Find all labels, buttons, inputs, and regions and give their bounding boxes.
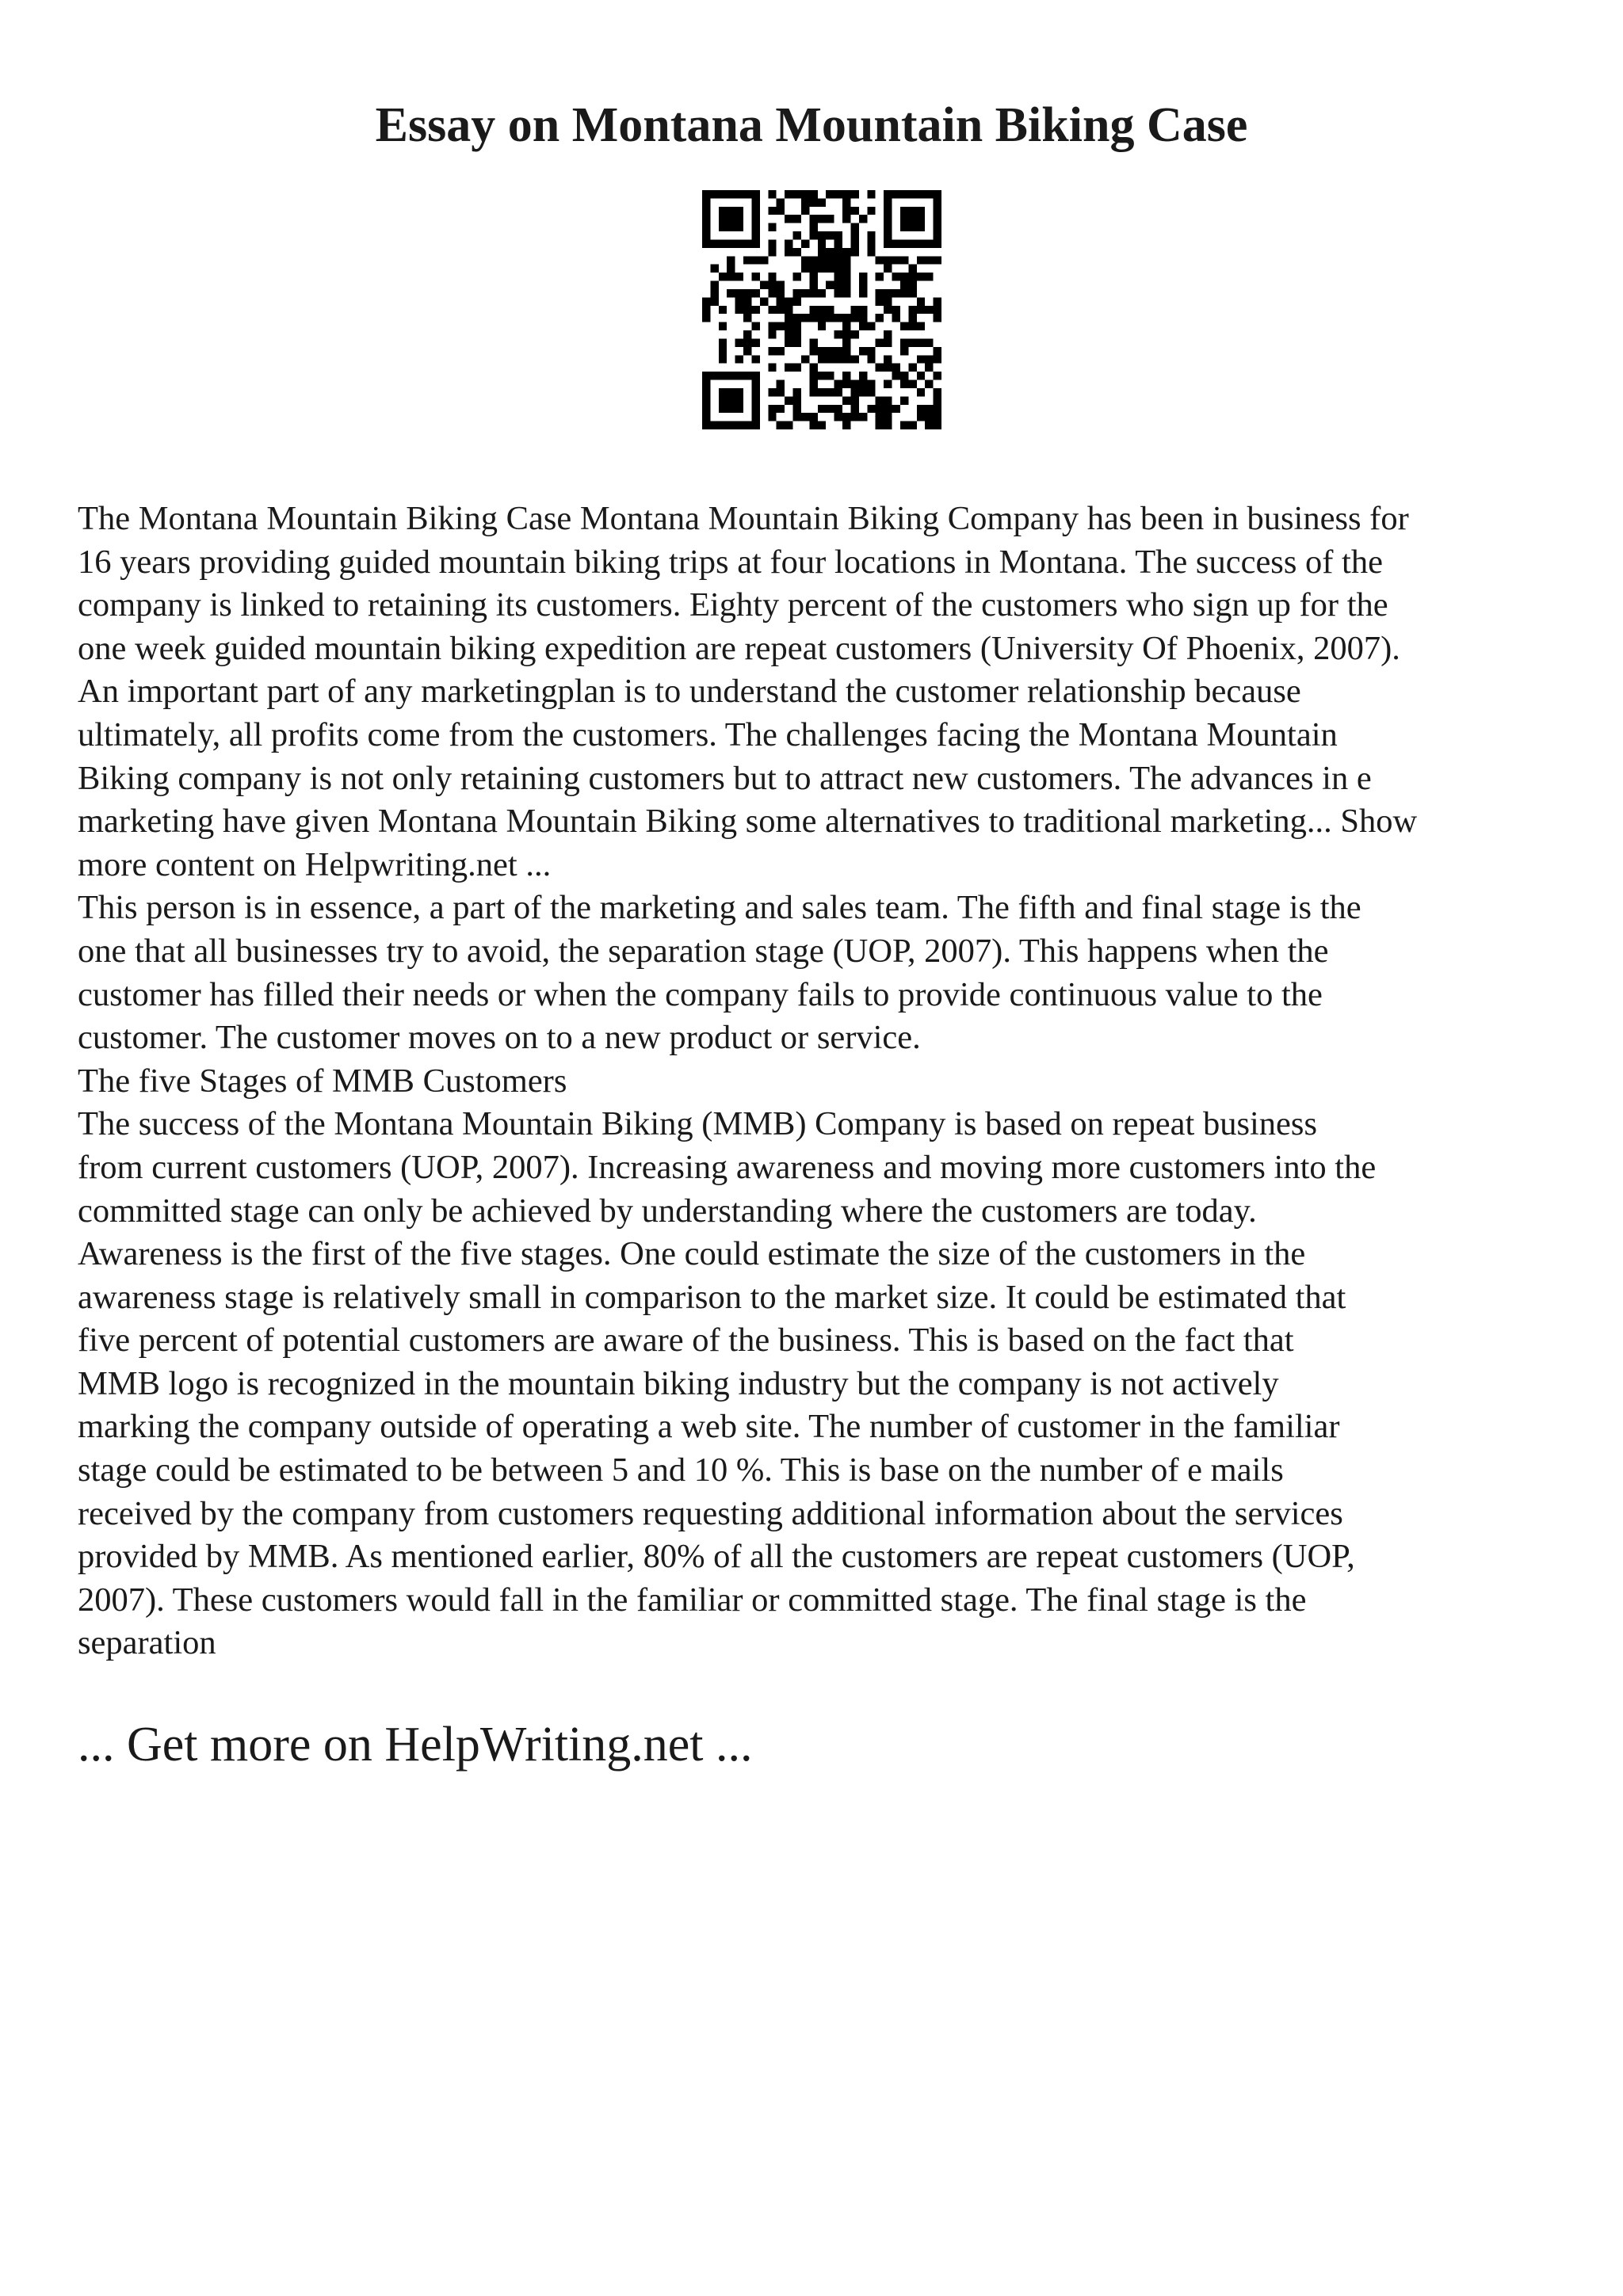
text-line: committed stage can only be achieved by understanding where the customers are today. bbox=[78, 1192, 1257, 1230]
text-line: awareness stage is relatively small in comparison to the market size. It could be estimated that bbox=[78, 1278, 1346, 1316]
text-line: Biking company is not only retaining customers but to attract new customers. The advances in e bbox=[78, 759, 1372, 797]
text-line: received by the company from customers requesting additional information about the services bbox=[78, 1494, 1343, 1532]
text-line: This person is in essence, a part of the marketing and sales team. The fifth and final stage is the bbox=[78, 889, 1361, 927]
text-line: stage could be estimated to be between 5 and 10 %. This is base on the number of e mails bbox=[78, 1451, 1284, 1489]
text-line: 2007). These customers would fall in the familiar or committed stage. The final stage is the bbox=[78, 1581, 1307, 1619]
paragraph-separation bbox=[78, 887, 1568, 1059]
text-line: 16 years providing guided mountain biking trips at four locations in Montana. The success of the bbox=[78, 543, 1383, 581]
text-line: customer has filled their needs or when the company fails to provide continuous value to the bbox=[78, 975, 1323, 1013]
section-heading bbox=[78, 1060, 1568, 1104]
qr-code-icon bbox=[702, 190, 941, 429]
get-more-link[interactable]: ... Get more on HelpWriting.net ... bbox=[78, 1718, 753, 1772]
text-line: An important part of any marketingplan is to understand the customer relationship because bbox=[78, 673, 1301, 711]
paragraph-intro bbox=[78, 498, 1568, 887]
text-line: The five Stages of MMB Customers bbox=[78, 1062, 567, 1100]
text-line: five percent of potential customers are aware of the business. This is based on the fact that bbox=[78, 1322, 1294, 1360]
text-line: separation bbox=[78, 1624, 216, 1662]
text-line: company is linked to retaining its customers. Eighty percent of the customers who sign up for the bbox=[78, 586, 1388, 624]
text-line: more content on Helpwriting.net ... bbox=[78, 845, 552, 883]
text-line: MMB logo is recognized in the mountain biking industry but the company is not actively bbox=[78, 1364, 1279, 1402]
paragraph-stages bbox=[78, 1103, 1568, 1665]
essay-body bbox=[78, 498, 1568, 1665]
text-line: Awareness is the first of the five stages. One could estimate the size of the customers in the bbox=[78, 1235, 1306, 1273]
text-line: The Montana Mountain Biking Case Montana Mountain Biking Company has been in business for bbox=[78, 500, 1409, 537]
text-line: marketing have given Montana Mountain Biking some alternatives to traditional marketing... Show bbox=[78, 803, 1418, 841]
page-title: Essay on Montana Mountain Biking Case bbox=[375, 98, 1248, 152]
text-line: one week guided mountain biking expedition are repeat customers (University Of Phoenix, 2007). bbox=[78, 629, 1400, 667]
text-line: one that all businesses try to avoid, the separation stage (UOP, 2007). This happens when the bbox=[78, 932, 1329, 970]
text-line: The success of the Montana Mountain Biking (MMB) Company is based on repeat business bbox=[78, 1105, 1317, 1143]
text-line: customer. The customer moves on to a new product or service. bbox=[78, 1019, 921, 1057]
text-line: marking the company outside of operating a web site. The number of customer in the familiar bbox=[78, 1408, 1340, 1446]
text-line: from current customers (UOP, 2007). Increasing awareness and moving more customers into the bbox=[78, 1148, 1377, 1186]
text-line: provided by MMB. As mentioned earlier, 80% of all the customers are repeat customers (UOP, bbox=[78, 1538, 1355, 1576]
text-line: ultimately, all profits come from the customers. The challenges facing the Montana Mountain bbox=[78, 715, 1338, 753]
